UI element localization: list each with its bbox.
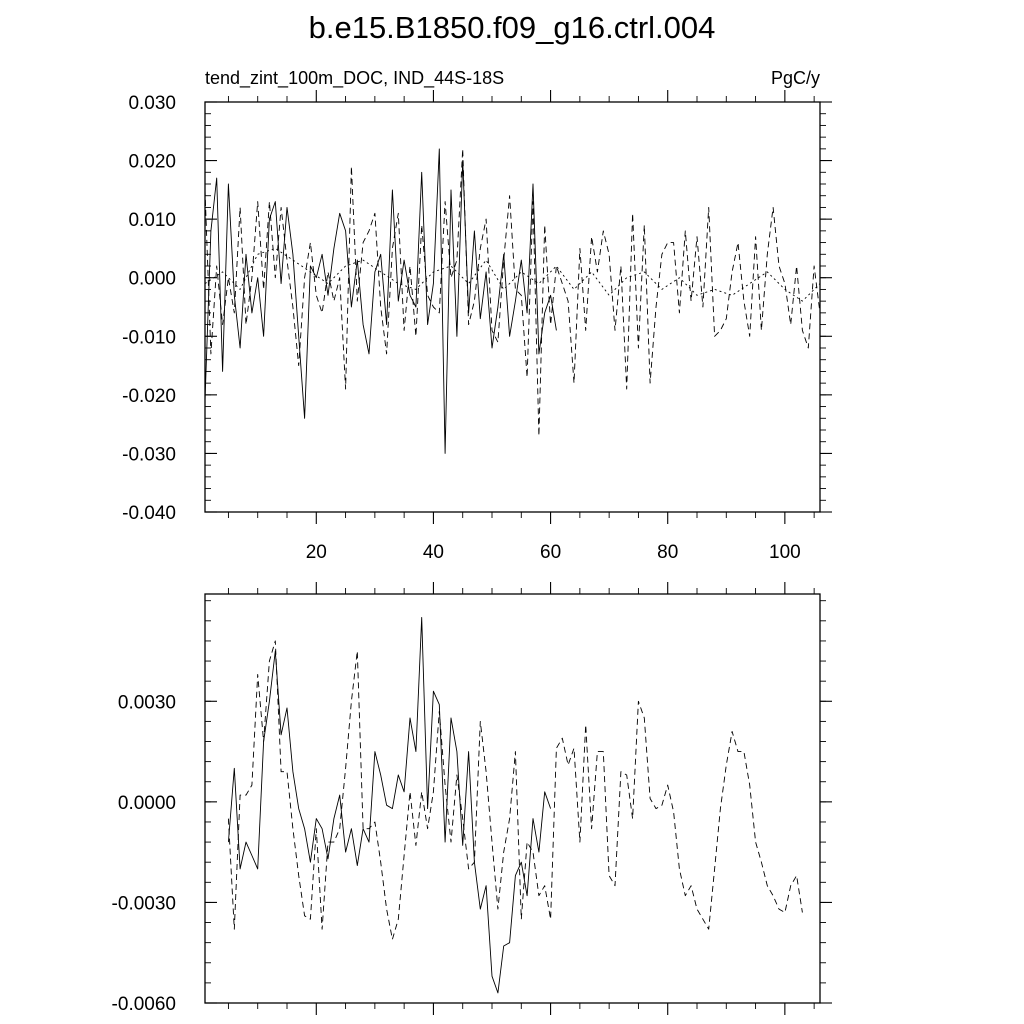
series-line-dashed (205, 149, 820, 436)
y-tick-label: -0.040 (122, 503, 176, 524)
y-tick-label: 0.0000 (117, 792, 176, 814)
y-tick-label: 0.020 (128, 151, 176, 173)
y-tick-label: -0.020 (122, 385, 176, 407)
x-tick-label: 80 (657, 542, 679, 563)
series-line-dashed (228, 641, 802, 939)
y-tick-label: -0.0060 (111, 994, 176, 1015)
y-tick-label: 0.010 (128, 210, 176, 232)
figure-title: b.e15.B1850.f09_g16.ctrl.004 (308, 10, 716, 45)
x-tick-label: 20 (305, 542, 327, 563)
x-tick-label: 100 (769, 542, 801, 563)
y-tick-label: 0.000 (128, 268, 176, 290)
top-plot-left-label: tend_zint_100m_DOC, IND_44S-18S (205, 68, 505, 88)
top-plot (122, 68, 832, 563)
x-tick-label: 60 (540, 542, 562, 563)
y-tick-label: 0.0030 (117, 692, 176, 714)
y-tick-label: -0.0030 (111, 893, 176, 915)
x-tick-label: 40 (422, 542, 444, 563)
top-plot-right-label: PgC/y (770, 68, 820, 88)
y-tick-label: 0.030 (128, 93, 176, 114)
bottom-plot (112, 582, 832, 1015)
y-tick-label: -0.030 (122, 444, 176, 466)
series-line-dotted (205, 248, 820, 301)
y-tick-label: -0.010 (122, 327, 176, 349)
